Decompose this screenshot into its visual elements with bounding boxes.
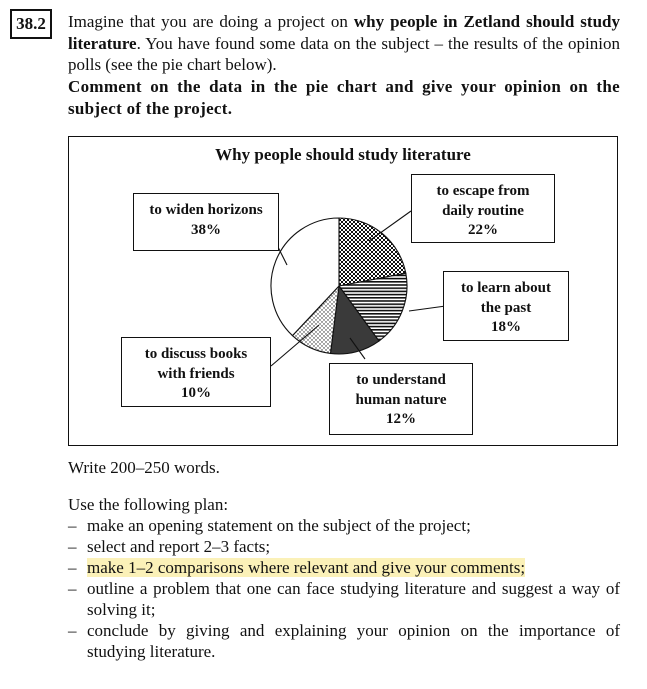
pie-chart-frame (68, 136, 618, 446)
callout-value: 22% (468, 222, 498, 238)
callout-label: with friends (157, 365, 235, 382)
plan-item (68, 515, 620, 536)
plan-item (68, 620, 620, 662)
callout-learn-past (443, 271, 569, 341)
word-count-instruction: Write 200–250 words. (68, 458, 220, 477)
dash: – (68, 537, 77, 556)
leader-escape (369, 211, 411, 241)
plan-item-text: outline a problem that one can face studying literature and suggest a way of solving it; (87, 579, 620, 619)
callout-value: 10% (181, 385, 211, 401)
task-intro (68, 11, 620, 76)
callout-label: human nature (355, 391, 447, 408)
callout-label: to escape from (436, 183, 530, 199)
plan-item (68, 536, 620, 557)
dash: – (68, 579, 77, 598)
callout-human-nature (329, 363, 473, 435)
dash: – (68, 621, 77, 640)
callout-label: to learn about (461, 280, 551, 296)
callout-label: the past (480, 299, 532, 316)
intro-text-1: Imagine that you are doing a project on (68, 12, 354, 31)
callout-escape-routine (411, 174, 555, 243)
plan-item-text-highlighted: make 1–2 comparisons where relevant and give your comments; (87, 558, 526, 577)
task-number: 38.2 (10, 9, 52, 39)
intro-bold-topic: why people in Zetland should study literature (68, 12, 620, 53)
chart-title: Why people should study literature (215, 145, 471, 164)
dash: – (68, 558, 77, 577)
plan-item (68, 578, 620, 620)
plan-item-text: make an opening statement on the subject of the project; (87, 516, 471, 535)
callout-label: to widen horizons (149, 202, 263, 218)
plan-item-text: select and report 2–3 facts; (87, 537, 271, 556)
callout-discuss-books (121, 337, 271, 407)
callout-widen-horizons (133, 193, 279, 251)
callout-value: 12% (386, 411, 416, 427)
plan-item (68, 557, 620, 578)
plan-item-text: conclude by giving and explaining your opinion on the importance of studying literature. (87, 621, 620, 661)
intro-text-2: . You have found some data on the subject – the results of the opinion polls (see the pie chart below). (68, 33, 620, 74)
task-instruction: Comment on the data in the pie chart and give your opinion on the subject of the project. (68, 77, 620, 118)
plan-intro: Use the following plan: (68, 495, 229, 514)
callout-label: to understand (356, 372, 446, 388)
callout-value: 18% (491, 319, 521, 335)
dash: – (68, 516, 77, 535)
callout-label: to discuss books (144, 346, 248, 362)
plan-list (68, 515, 620, 662)
callout-value: 38% (191, 221, 221, 238)
callout-label: daily routine (442, 202, 524, 219)
